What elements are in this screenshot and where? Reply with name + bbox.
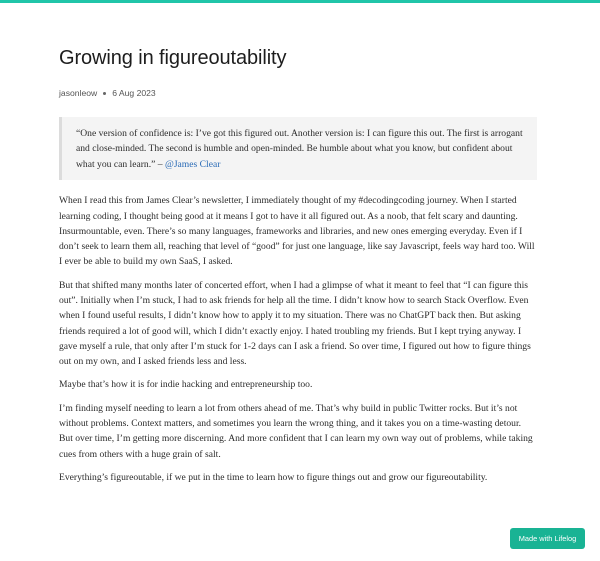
post-title: Growing in figureoutability [59, 47, 287, 69]
quote-text: “One version of confidence is: I’ve got this figured out. Another version is: I can figure this out. The first is arrogant and close-minded. The second is humble and open-minded. Be humble about what you know, but confident about what you can learn.” – [76, 128, 523, 170]
quote-author-link[interactable]: @James Clear [164, 158, 221, 170]
body-paragraph: Everything’s figureoutable, if we put in the time to learn how to figure things out and grow our figureoutability. [59, 471, 488, 483]
body-paragraph: Maybe that’s how it is for indie hacking and entrepreneurship too. [59, 379, 313, 391]
post-meta [59, 87, 537, 99]
top-accent-bar [0, 0, 600, 3]
author-name[interactable]: jasonleow [59, 88, 98, 98]
post [59, 46, 537, 493]
body-paragraph: I’m finding myself needing to learn a lot from others ahead of me. That’s why build in public Twitter rocks. But it’s not without problems. Context matters, and sometimes you learn the wrong thing, and it takes you on a time-wasting detour. But over time, I’m getting more discerning. And more confident that I can learn my own way out of problems, while taking cues from others with a huge grain of salt. [59, 402, 533, 460]
made-with-lifelog-button[interactable]: Made with Lifelog [510, 528, 585, 549]
post-body [59, 193, 537, 485]
quote-block [59, 117, 537, 180]
separator-dot [103, 92, 106, 95]
body-paragraph: But that shifted many months later of concerted effort, when I had a glimpse of what it meant to feel that “I can figure this out”. Initially when I’m stuck, I had to ask friends for help all the time. I didn’t know how to search Stack Overflow. Even when I found useful results, I didn’t know how to apply it to my situation. There was no ChatGPT back then. But asking friends required a lot of good will, which I didn’t exactly enjoy. I hated troubling my friends. But I kept trying anyway. I gave myself a rule, that only after I’m stuck for 1-2 days can I ask a friend. So over time, I figured out how to figure things out on my own, and I asked friends less and less. [59, 279, 531, 368]
post-date: 6 Aug 2023 [112, 88, 156, 98]
body-paragraph: When I read this from James Clear’s newsletter, I immediately thought of my #decodingcoding journey. When I started learning coding, I thought being good at it means I got to have it all figured out. As a noob, that felt scary and daunting. Insurmountable, even. There’s so many languages, frameworks and libraries, and new ones emerging everyday. Even if I don’t seek to learn them all, reaching that level of “good” for just one language, like say Javascript, feels way hard too. Will I ever be able to build my own SaaS, I asked. [59, 195, 535, 268]
